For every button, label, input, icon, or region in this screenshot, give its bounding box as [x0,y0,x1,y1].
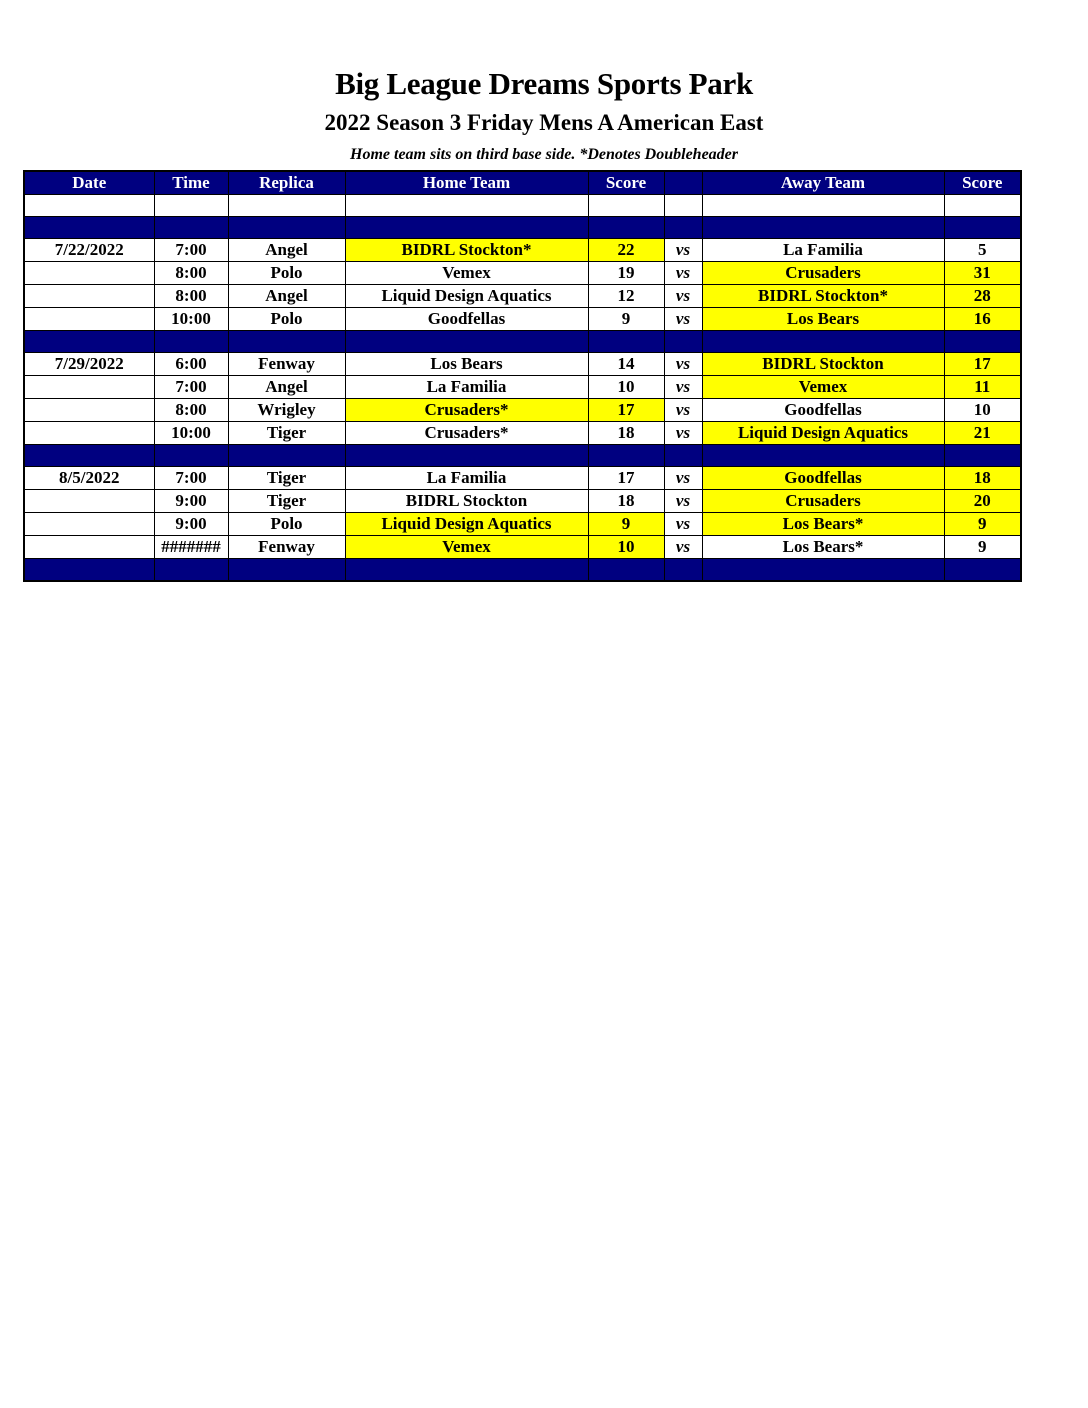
replica-cell: Angel [228,376,345,399]
vs-cell: vs [664,353,702,376]
vs-cell: vs [664,536,702,559]
time-cell: ####### [154,536,228,559]
home-team-cell: Vemex [345,536,588,559]
vs-cell: vs [664,490,702,513]
time-cell: 8:00 [154,262,228,285]
time-cell: 7:00 [154,376,228,399]
vs-cell: vs [664,376,702,399]
vs-cell: vs [664,399,702,422]
replica-cell: Tiger [228,422,345,445]
home-team-cell: Liquid Design Aquatics [345,285,588,308]
time-cell: 9:00 [154,513,228,536]
page-subtitle: 2022 Season 3 Friday Mens A American East [324,110,764,135]
away-score-cell: 11 [944,376,1021,399]
away-score-cell: 18 [944,467,1021,490]
game-row [24,308,1021,331]
game-row [24,536,1021,559]
schedule-table [23,170,1022,582]
replica-cell: Wrigley [228,399,345,422]
home-score-cell: 10 [588,536,664,559]
time-cell: 8:00 [154,399,228,422]
date-cell: 8/5/2022 [24,467,154,490]
column-header-replica: Replica [228,171,345,195]
separator-row [24,331,1021,353]
home-team-cell: Vemex [345,262,588,285]
schedule-note: Home team sits on third base side. *Denotes Doubleheader [350,146,738,163]
date-cell [24,422,154,445]
column-header-home-team: Home Team [345,171,588,195]
game-row [24,353,1021,376]
date-cell [24,308,154,331]
date-cell [24,513,154,536]
page-title: Big League Dreams Sports Park [335,66,753,101]
home-team-cell: Crusaders* [345,422,588,445]
away-team-cell: Los Bears* [702,513,944,536]
column-header-time: Time [154,171,228,195]
home-team-cell: La Familia [345,467,588,490]
home-score-cell: 17 [588,399,664,422]
away-score-cell: 28 [944,285,1021,308]
home-score-cell: 19 [588,262,664,285]
replica-cell: Tiger [228,490,345,513]
blank-row [24,195,1021,217]
away-score-cell: 21 [944,422,1021,445]
column-header-vs [664,171,702,195]
home-team-cell: Liquid Design Aquatics [345,513,588,536]
replica-cell: Polo [228,308,345,331]
vs-cell: vs [664,467,702,490]
game-row [24,262,1021,285]
replica-cell: Fenway [228,353,345,376]
date-cell: 7/22/2022 [24,239,154,262]
home-team-cell: BIDRL Stockton* [345,239,588,262]
home-team-cell: Los Bears [345,353,588,376]
home-score-cell: 18 [588,422,664,445]
vs-cell: vs [664,239,702,262]
home-score-cell: 22 [588,239,664,262]
home-score-cell: 17 [588,467,664,490]
away-score-cell: 31 [944,262,1021,285]
away-score-cell: 5 [944,239,1021,262]
home-score-cell: 9 [588,308,664,331]
away-team-cell: Vemex [702,376,944,399]
time-cell: 9:00 [154,490,228,513]
away-team-cell: BIDRL Stockton* [702,285,944,308]
game-row [24,490,1021,513]
time-cell: 7:00 [154,467,228,490]
date-cell: 7/29/2022 [24,353,154,376]
game-row [24,467,1021,490]
replica-cell: Angel [228,239,345,262]
separator-row [24,445,1021,467]
home-team-cell: La Familia [345,376,588,399]
home-team-cell: Goodfellas [345,308,588,331]
game-row [24,513,1021,536]
date-cell [24,490,154,513]
date-cell [24,536,154,559]
vs-cell: vs [664,308,702,331]
time-cell: 10:00 [154,422,228,445]
replica-cell: Polo [228,513,345,536]
away-score-cell: 9 [944,513,1021,536]
date-cell [24,285,154,308]
away-team-cell: Los Bears [702,308,944,331]
home-score-cell: 12 [588,285,664,308]
time-cell: 6:00 [154,353,228,376]
schedule-body [24,195,1021,582]
time-cell: 7:00 [154,239,228,262]
game-row [24,399,1021,422]
date-cell [24,376,154,399]
time-cell: 8:00 [154,285,228,308]
away-team-cell: Crusaders [702,490,944,513]
away-score-cell: 16 [944,308,1021,331]
away-score-cell: 17 [944,353,1021,376]
away-score-cell: 20 [944,490,1021,513]
home-team-cell: BIDRL Stockton [345,490,588,513]
game-row [24,239,1021,262]
away-score-cell: 9 [944,536,1021,559]
replica-cell: Polo [228,262,345,285]
replica-cell: Angel [228,285,345,308]
replica-cell: Tiger [228,467,345,490]
home-score-cell: 14 [588,353,664,376]
column-header-date: Date [24,171,154,195]
game-row [24,422,1021,445]
away-team-cell: Crusaders [702,262,944,285]
game-row [24,285,1021,308]
home-score-cell: 9 [588,513,664,536]
away-team-cell: Goodfellas [702,467,944,490]
game-row [24,376,1021,399]
away-team-cell: La Familia [702,239,944,262]
home-score-cell: 18 [588,490,664,513]
away-team-cell: Los Bears* [702,536,944,559]
home-score-cell: 10 [588,376,664,399]
time-cell: 10:00 [154,308,228,331]
separator-row [24,217,1021,239]
away-score-cell: 10 [944,399,1021,422]
column-header-home-score: Score [588,171,664,195]
away-team-cell: Goodfellas [702,399,944,422]
column-header-away-team: Away Team [702,171,944,195]
vs-cell: vs [664,513,702,536]
separator-row [24,559,1021,582]
date-cell [24,399,154,422]
vs-cell: vs [664,262,702,285]
replica-cell: Fenway [228,536,345,559]
vs-cell: vs [664,422,702,445]
date-cell [24,262,154,285]
vs-cell: vs [664,285,702,308]
away-team-cell: BIDRL Stockton [702,353,944,376]
column-header-away-score: Score [944,171,1021,195]
home-team-cell: Crusaders* [345,399,588,422]
header-row [24,171,1021,195]
away-team-cell: Liquid Design Aquatics [702,422,944,445]
